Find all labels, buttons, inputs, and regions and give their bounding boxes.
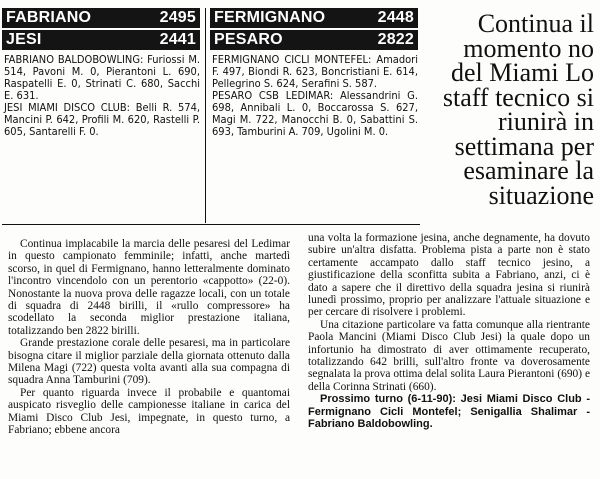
team-name: FABRIANO [6, 9, 92, 26]
box-bottom-rule [2, 224, 420, 225]
team-name: FERMIGNANO [214, 9, 326, 26]
lineup-jesi: JESI MIAMI DISCO CLUB: Belli R. 574, Mancini P. 642, Profili M. 620, Rastelli P. 605, Santarelli F. 0. [4, 101, 200, 138]
box-divider [205, 8, 206, 223]
score-row-pesaro [210, 30, 418, 50]
score-row-jesi [2, 30, 200, 50]
score-box-right [210, 8, 418, 138]
team-points: 2441 [159, 31, 196, 48]
lineup-text-left [2, 52, 200, 138]
score-row-fabriano [2, 8, 200, 28]
team-points: 2822 [377, 31, 414, 48]
next-round: Prossimo turno (6-11-90): Jesi Miami Disco Club - Fermignano Cicli Montefel; Senigallia Shalimar - Fabriano Baldobowling. [308, 393, 590, 431]
lineup-fabriano: FABRIANO BALDOBOWLING: Furiossi M. 514, Pavoni M. 0, Pierantoni L. 690, Raspatelli E. 0, Strinati C. 680, Sacchi E. 631. [4, 53, 200, 102]
article-column-1 [8, 238, 290, 437]
article-paragraph: Per quanto riguarda invece il probabile e quantomai auspicato risveglio delle campionesse italiane in carica del Miami Disco Club Jesi, impegnate, in questo turno, a Fabriano; ebbene ancora [8, 386, 290, 437]
score-row-fermignano [210, 8, 418, 28]
lineup-fermignano: FERMIGNANO CICLI MONTEFEL: Amadori F. 497, Biondi R. 623, Boncristiani E. 614, Pellegrino S. 624, Serafini S. 587. [212, 53, 418, 90]
article-paragraph: Grande prestazione corale delle pesaresi, ma in particolare bisogna citare il miglior parziale della giornata ottenuto dalla Milena Magi (722) questa volta avanti alla sua compagna di squadra Anna Tamburini (709). [8, 337, 290, 387]
lineup-pesaro: PESARO CSB LEDIMAR: Alessandrini G. 698, Annibali L. 0, Boccarossa S. 627, Magi M. 722, Manocchi B. 0, Sabattini S. 693, Tamburini A. 709, Ugolini M. 0. [212, 89, 418, 138]
headline: Continua il momento no del Miami Lo staff tecnico si riunirà in settimana per esaminare la situazione [442, 9, 594, 210]
article-paragraph: Continua implacabile la marcia delle pesaresi del Ledimar in questo campionato femminile; infatti, anche martedì scorso, in quel di Fermignano, hanno letteralmente dominato l'incontro vincendolo con un perentorio «cappotto» (22-0). Nonostante la nuova prova delle ragazze locali, con un totale di squadra di 2448 birilli, il «rullo compressore» ha scodellato la seconda miglior prestazione italiana, totalizzando ben 2822 birilli. [8, 238, 290, 337]
score-box-left [2, 8, 200, 138]
team-name: PESARO [214, 31, 283, 48]
lineup-text-right [210, 52, 418, 138]
article-paragraph: Una citazione particolare va fatta comunque alla rientrante Paola Mancini (Miami Disco Club Jesi) la quale dopo un infortunio ha dimostrato di aver ottimamente recuperato, totalizzando 642 brilli, sull'altro fronte va doverosamente segnalata la prova ottima delal solita Laura Pierantoni (690) e della Corinna Strinati (660). [308, 318, 590, 393]
team-points: 2448 [377, 9, 414, 26]
article-paragraph: una volta la formazione jesina, anche degnamente, ha dovuto subire un'altra disfatta. Problema pista a parte non è stato certamente accampato dallo staff tecnico jesino, a giustificazione della sconfitta subita a Fabriano, anzi, ci è dato a sapere che il direttivo della squadra jesina si riunirà lunedì prossimo, proprio per analizzare l'attuale situazione e per cercare di risolvere i problemi. [308, 232, 590, 319]
team-points: 2495 [159, 9, 196, 26]
article-column-2 [308, 232, 590, 431]
team-name: JESI [6, 31, 42, 48]
